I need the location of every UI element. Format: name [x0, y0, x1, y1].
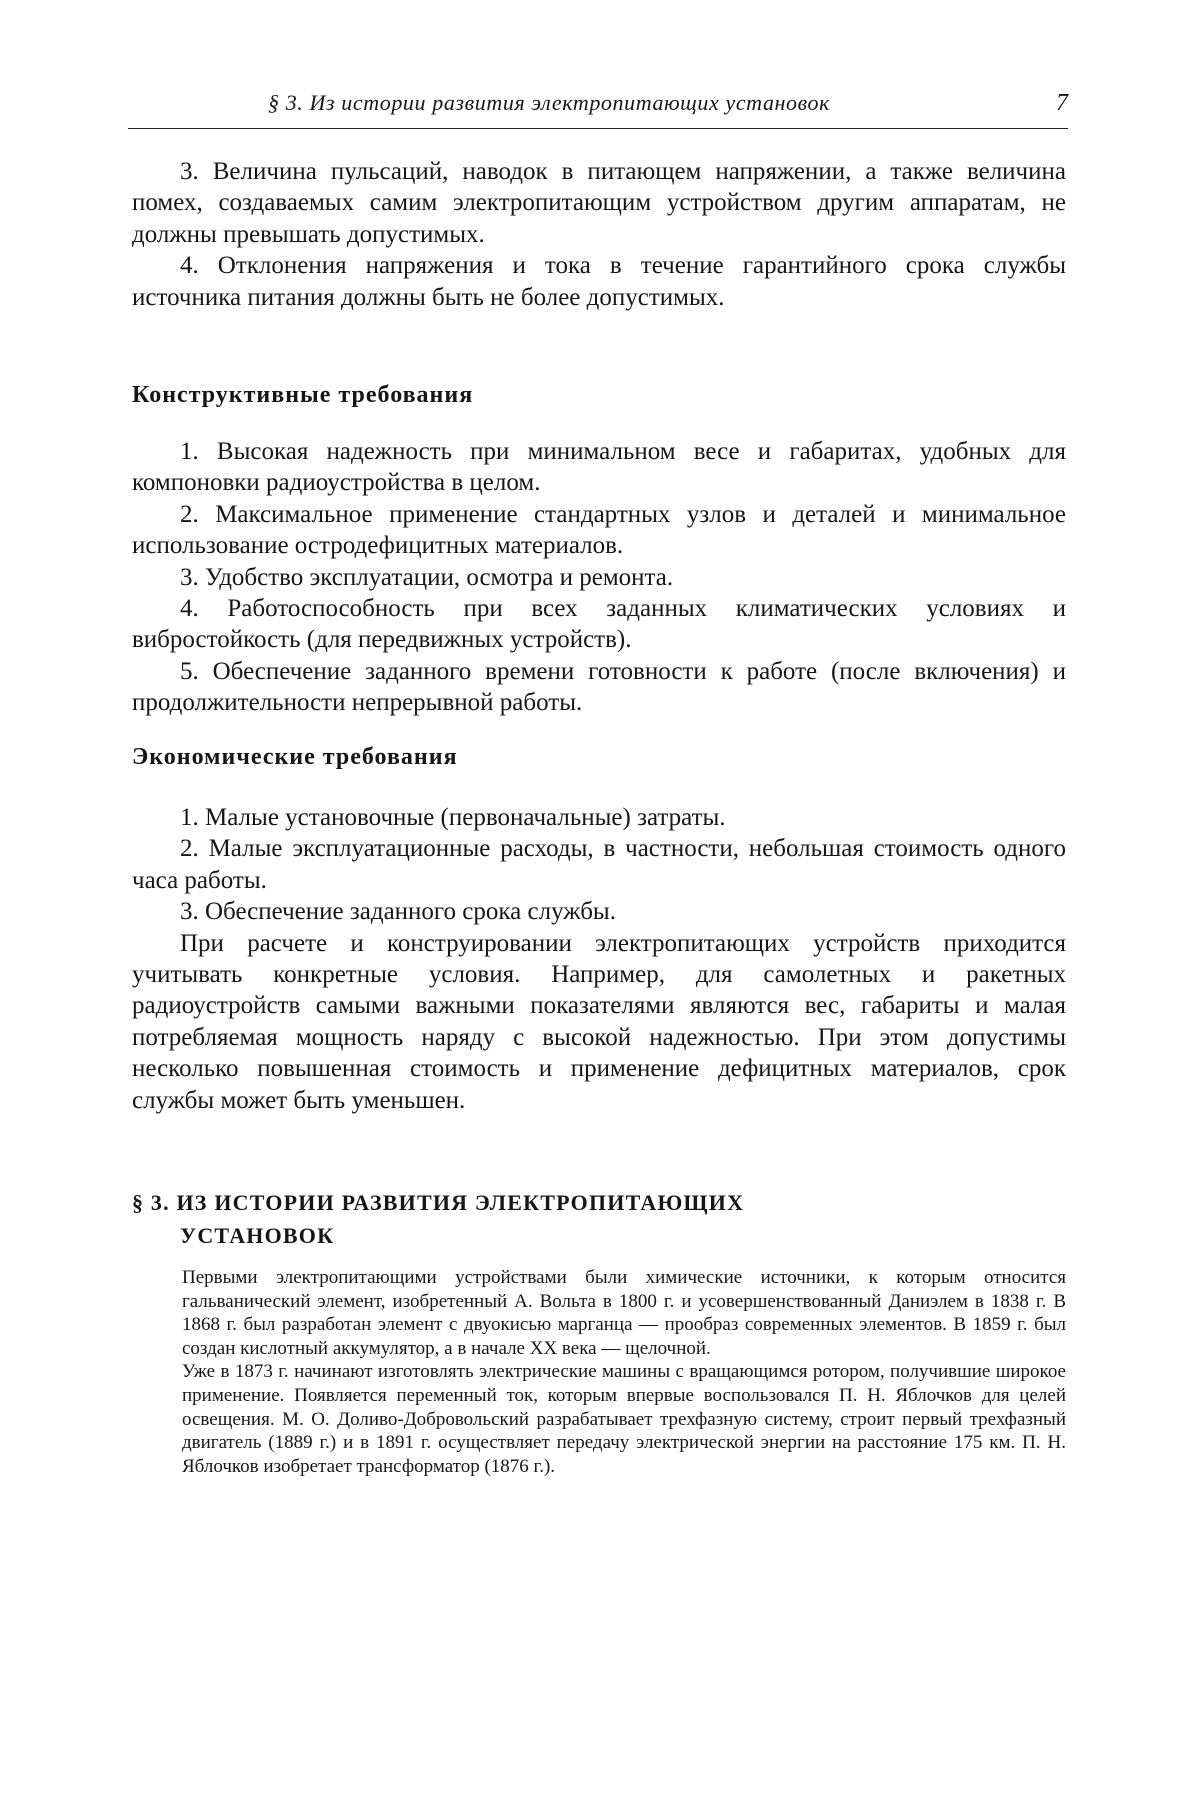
- paragraph: Уже в 1873 г. начинают изготовлять электрические машины с вращающимся ротором, получившие широкое применение. Появляется переменный ток, которым впервые воспользовался П. Н. Яблочков для целей освещения. М. О. Доливо-Добровольский разрабатывает трехфазную систему, строит первый трехфазный двигатель (1889 г.) и в 1891 г. осуществляет передачу электрической энергии на расстояние 175 км. П. Н. Яблочков изобретает трансформатор (1876 г.).: [182, 1360, 1066, 1478]
- section-title-line1: § 3. ИЗ ИСТОРИИ РАЗВИТИЯ ЭЛЕКТРОПИТАЮЩИХ: [132, 1190, 744, 1215]
- paragraph: 3. Величина пульсаций, наводок в питающем напряжении, а также величина помех, создаваемых самим электропитающим устройством другим аппаратам, не должны превышать допустимых.: [132, 156, 1066, 250]
- running-head-title: § 3. Из истории развития электропитающих установок: [268, 90, 830, 116]
- economic-list: [132, 802, 1066, 1116]
- list-item: 1. Малые установочные (первоначальные) затраты.: [132, 802, 1066, 833]
- list-item: 3. Удобство эксплуатации, осмотра и ремонта.: [132, 562, 1066, 593]
- section-title-line2: УСТАНОВОК: [132, 1219, 892, 1252]
- economic-heading: Экономические требования: [132, 744, 458, 771]
- list-item: 2. Малые эксплуатационные расходы, в частности, небольшая стоимость одного часа работы.: [132, 833, 1066, 896]
- paragraph: Первыми электропитающими устройствами были химические источники, к которым относится гальванический элемент, изобретенный А. Вольта в 1800 г. и усовершенствованный Даниэлем в 1838 г. В 1868 г. был разработан элемент с двуокисью марганца — прообраз современных элементов. В 1859 г. был создан кислотный аккумулятор, а в начале XX века — щелочной.: [182, 1266, 1066, 1360]
- constructive-heading: Конструктивные требования: [132, 382, 473, 409]
- paragraph: При расчете и конструировании электропитающих устройств приходится учитывать конкретные условия. Например, для самолетных и ракетных радиоустройств самыми важными показателями являются вес, габариты и малая потребляемая мощность наряду с высокой надежностью. При этом допустимы несколько повышенная стоимость и применение дефицитных материалов, срок службы может быть уменьшен.: [132, 928, 1066, 1116]
- book-page: [0, 0, 1200, 1800]
- list-item: 1. Высокая надежность при минимальном весе и габаритах, удобных для компоновки радиоустройства в целом.: [132, 436, 1066, 499]
- paragraph: 4. Отклонения напряжения и тока в течение гарантийного срока службы источника питания должны быть не более допустимых.: [132, 250, 1066, 313]
- requirements-continued: [132, 156, 1066, 313]
- section-title: [132, 1186, 892, 1252]
- constructive-list: [132, 436, 1066, 719]
- running-head: [128, 88, 1068, 129]
- history-text: [182, 1266, 1066, 1478]
- list-item: 4. Работоспособность при всех заданных климатических условиях и вибростойкость (для передвижных устройств).: [132, 593, 1066, 656]
- list-item: 5. Обеспечение заданного времени готовности к работе (после включения) и продолжительности непрерывной работы.: [132, 656, 1066, 719]
- list-item: 3. Обеспечение заданного срока службы.: [132, 896, 1066, 927]
- list-item: 2. Максимальное применение стандартных узлов и деталей и минимальное использование остродефицитных материалов.: [132, 499, 1066, 562]
- page-number: 7: [1056, 90, 1068, 117]
